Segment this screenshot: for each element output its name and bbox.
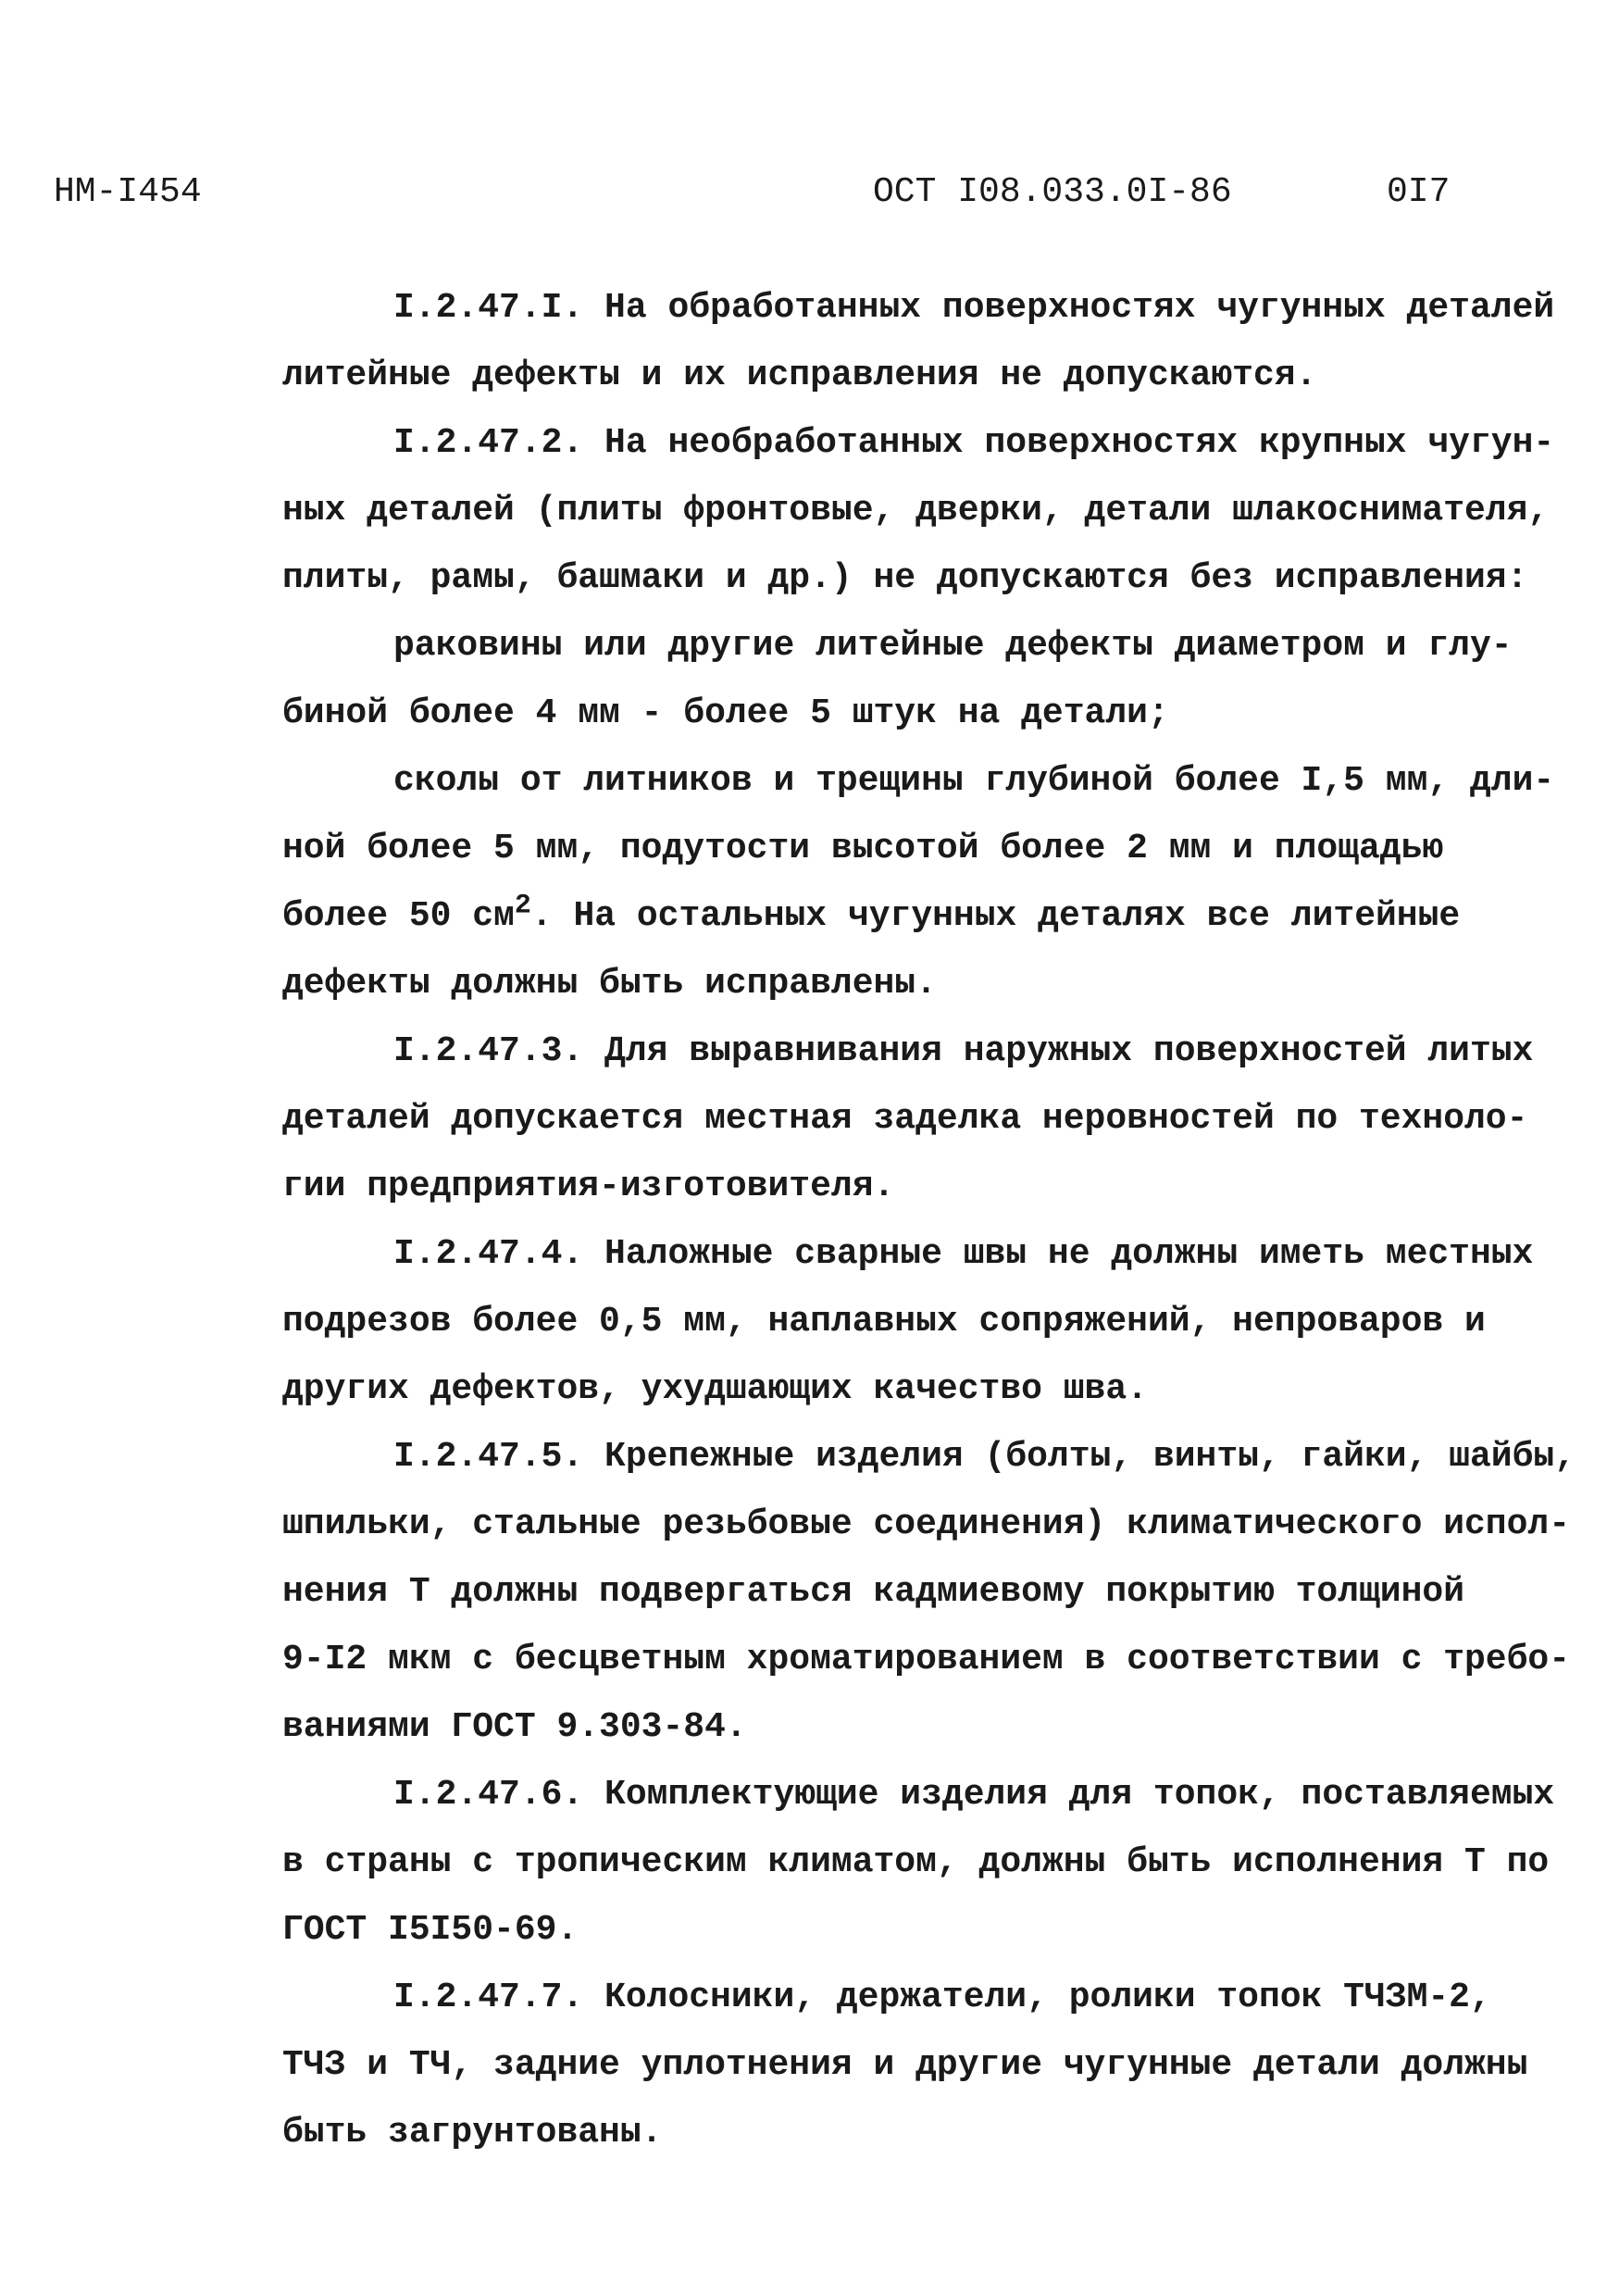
text-fragment: . На остальных чугунных деталях все литейные <box>530 896 1461 936</box>
paragraph-1-2-47-7 <box>282 1964 1560 2166</box>
text-line: I.2.47.I. На обработанных поверхностях чугунных деталей <box>393 288 1555 328</box>
text-line: ваниями ГОСТ 9.303-84. <box>282 1707 747 1747</box>
text-line: других дефектов, ухудшающих качество шва. <box>282 1369 1148 1409</box>
text-line: нения Т должны подвергаться кадмиевому покрытию толщиной <box>282 1572 1465 1612</box>
text-line: в страны с тропическим климатом, должны быть исполнения Т по <box>282 1842 1550 1882</box>
text-line: биной более 4 мм - более 5 штук на детали; <box>282 693 1169 733</box>
text-line: I.2.47.6. Комплектующие изделия для топок, поставляемых <box>393 1775 1555 1815</box>
text-line: I.2.47.2. На необработанных поверхностях крупных чугун- <box>393 423 1555 463</box>
page-number: 0I7 <box>1387 172 1451 212</box>
text-line: I.2.47.5. Крепежные изделия (болты, винты, гайки, шайбы, <box>393 1437 1576 1477</box>
paragraph-1-2-47-2 <box>282 409 1560 612</box>
text-line: I.2.47.7. Колосники, держатели, ролики топок ТЧЗМ-2, <box>393 1978 1491 2017</box>
text-line: шпильки, стальные резьбовые соединения) климатического испол- <box>282 1504 1571 1544</box>
paragraph-cavities <box>282 612 1560 747</box>
paragraph-1-2-47-6 <box>282 1761 1560 1964</box>
paragraph-1-2-47-3 <box>282 1017 1560 1220</box>
paragraph-1-2-47-5 <box>282 1423 1576 1761</box>
text-line: раковины или другие литейные дефекты диаметром и глу- <box>393 626 1513 666</box>
text-line: дефекты должны быть исправлены. <box>282 964 937 1004</box>
text-line: ных деталей (плиты фронтовые, дверки, детали шлакоснимателя, <box>282 491 1550 530</box>
text-line: I.2.47.4. Наложные сварные швы не должны иметь местных <box>393 1234 1534 1274</box>
text-line: литейные дефекты и их исправления не допускаются. <box>282 356 1317 395</box>
paragraph-chips <box>282 747 1560 1017</box>
superscript-two: 2 <box>514 890 531 922</box>
text-line: гии предприятия-изготовителя. <box>282 1167 895 1206</box>
standard-number: ОСТ I08.033.0I-86 <box>873 172 1232 212</box>
text-line: 9-I2 мкм с бесцветным хроматированием в соответствии с требо- <box>282 1640 1571 1679</box>
page-header <box>54 172 1572 228</box>
text-line: I.2.47.3. Для выравнивания наружных поверхностей литых <box>393 1031 1534 1071</box>
document-code: НМ-I454 <box>54 172 202 212</box>
text-line-with-superscript <box>282 882 1560 950</box>
text-line: ГОСТ I5I50-69. <box>282 1910 579 1950</box>
document-body <box>282 274 1576 2166</box>
text-fragment: более 50 см <box>282 896 515 936</box>
text-line: ТЧЗ и ТЧ, задние уплотнения и другие чугунные детали должны <box>282 2045 1528 2085</box>
text-line: сколы от литников и трещины глубиной более I,5 мм, дли- <box>393 761 1555 801</box>
text-line: ной более 5 мм, подутости высотой более 2 мм и площадью <box>282 829 1444 868</box>
paragraph-1-2-47-1 <box>282 274 1560 409</box>
paragraph-1-2-47-4 <box>282 1220 1560 1423</box>
text-line: подрезов более 0,5 мм, наплавных сопряжений, непроваров и <box>282 1302 1486 1341</box>
text-line: плиты, рамы, башмаки и др.) не допускаются без исправления: <box>282 558 1528 598</box>
text-line: быть загрунтованы. <box>282 2113 663 2152</box>
text-line: деталей допускается местная заделка неровностей по техноло- <box>282 1099 1528 1139</box>
